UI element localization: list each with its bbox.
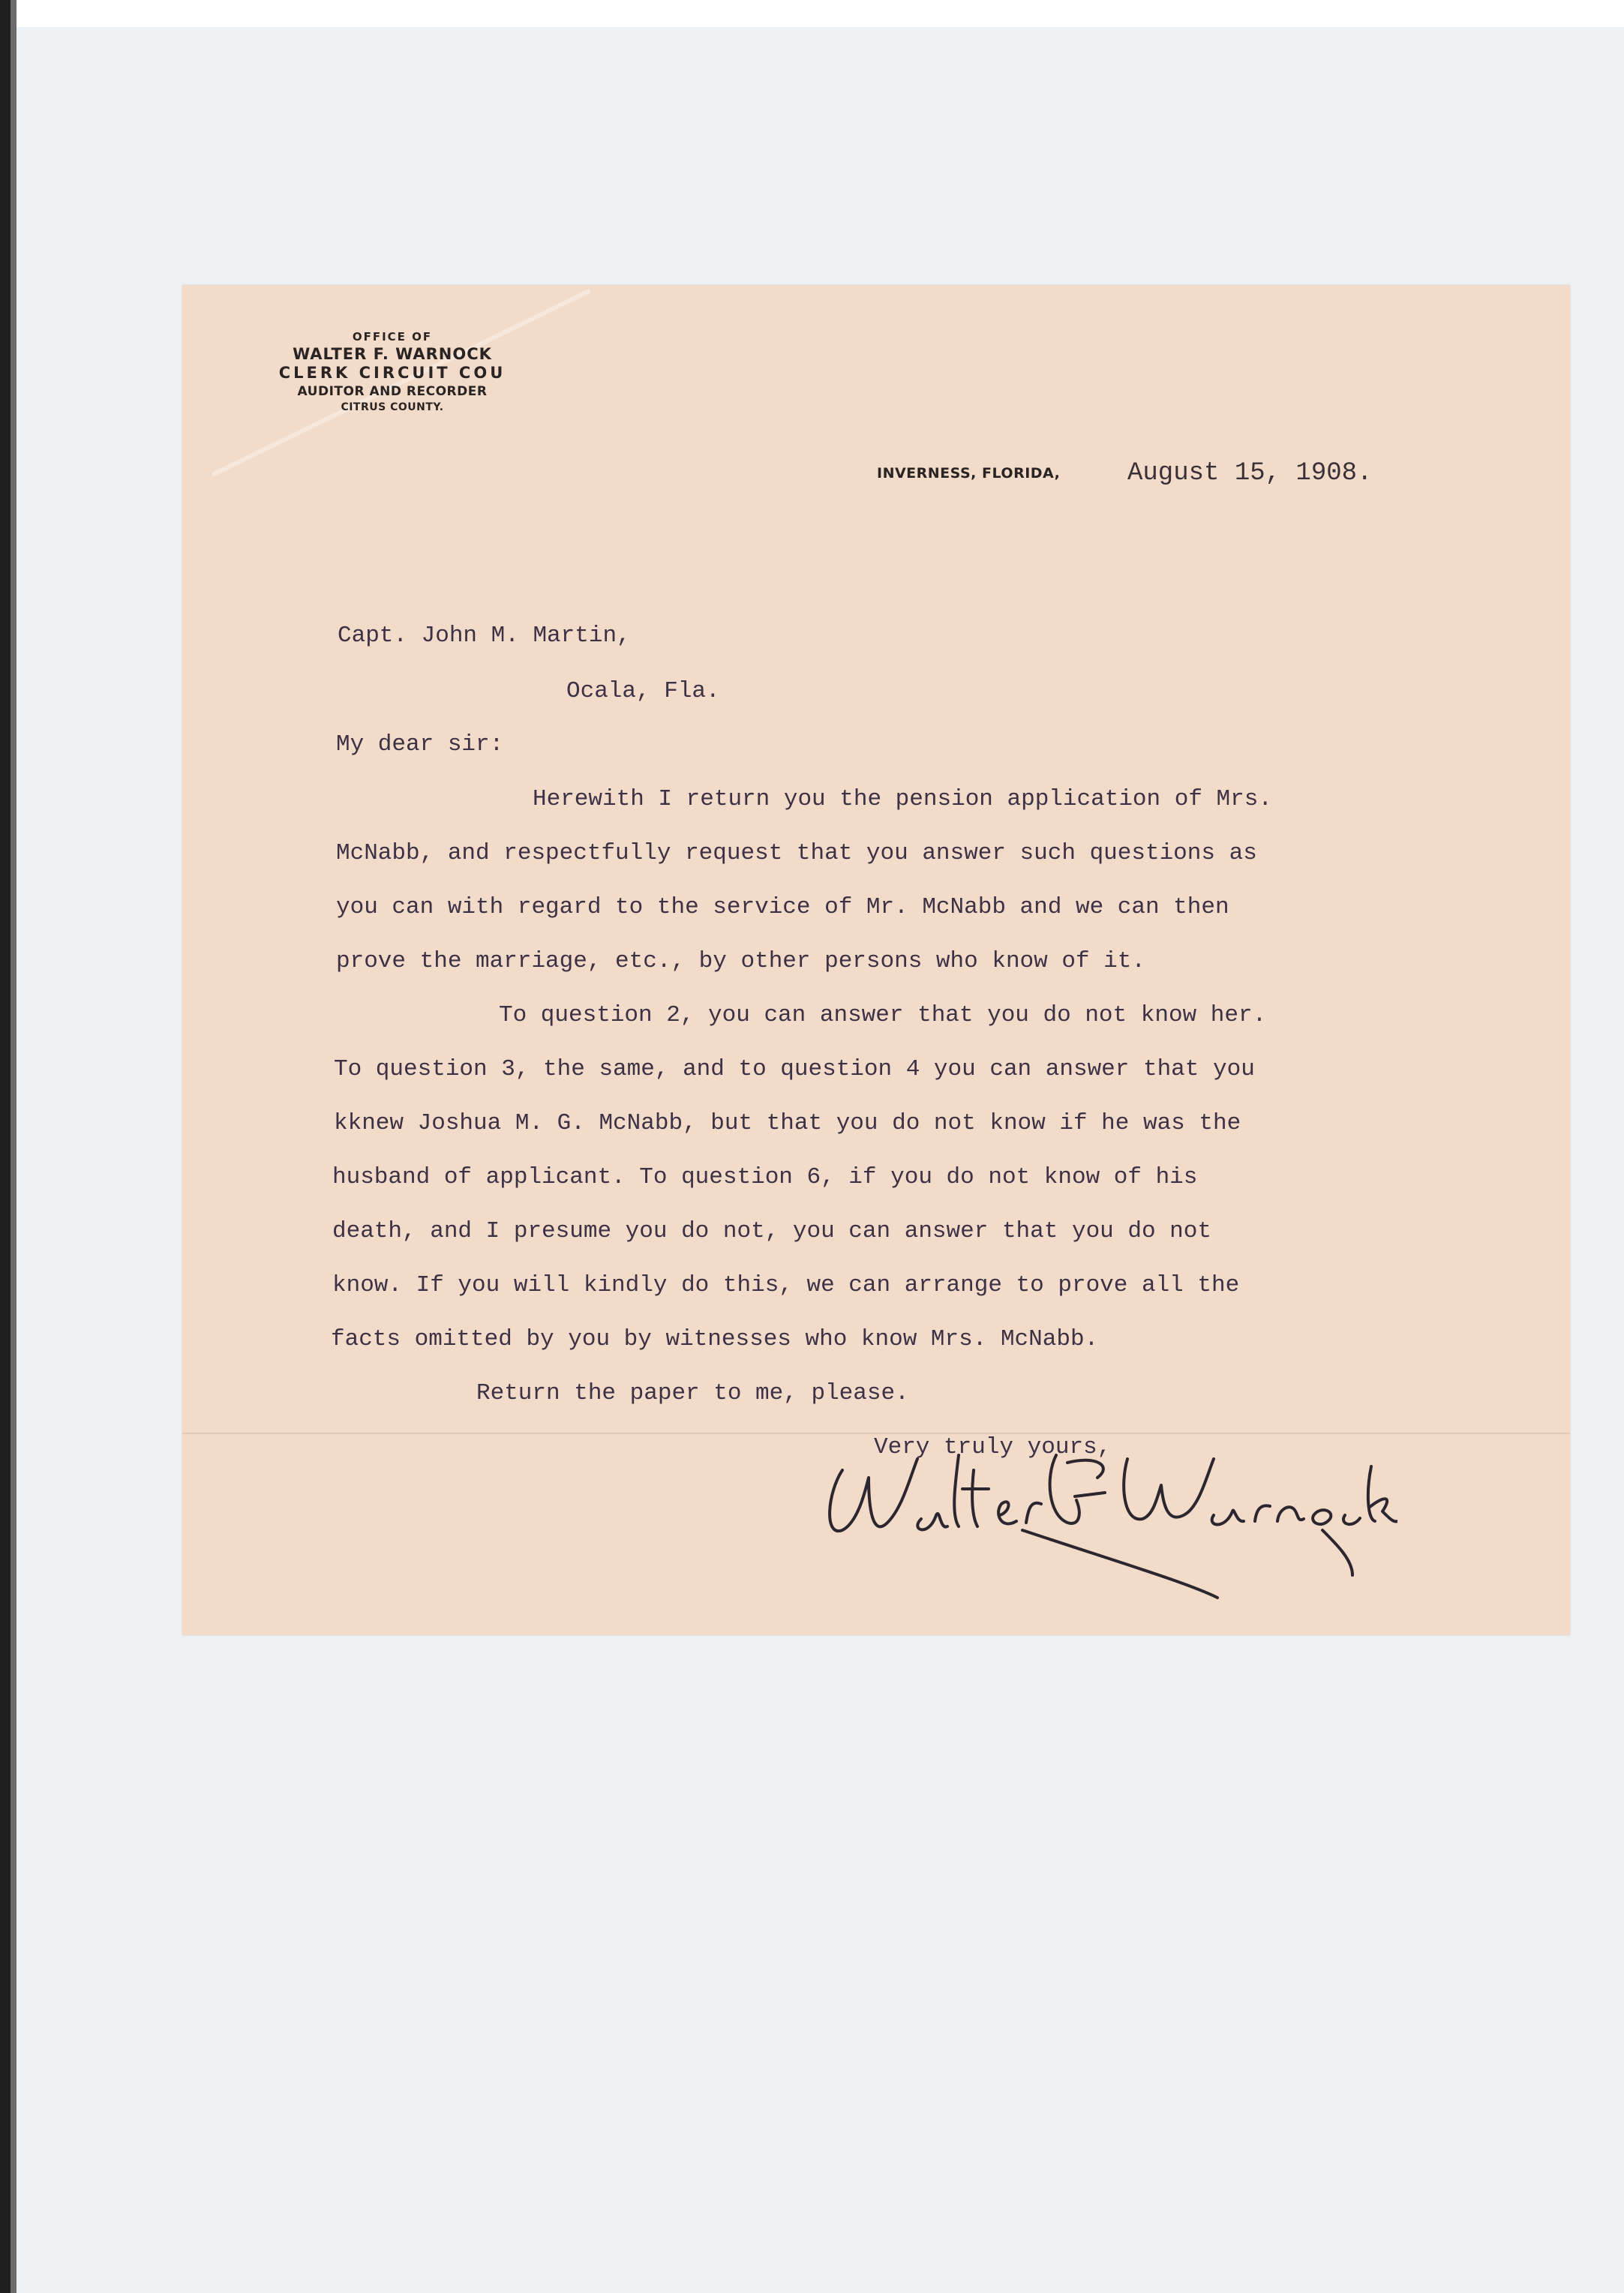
body-line: To question 3, the same, and to question 4 you can answer that you <box>334 1056 1255 1082</box>
recipient-name: Capt. John M. Martin, <box>338 623 631 649</box>
recipient-city: Ocala, Fla. <box>566 678 720 704</box>
scan-left-shadow <box>11 0 17 2293</box>
letterhead-auditor: AUDITOR AND RECORDER <box>297 384 488 399</box>
body-line: Herewith I return you the pension application of Mrs. <box>533 786 1272 812</box>
closing: Very truly yours, <box>874 1434 1112 1460</box>
body-line: facts omitted by you by witnesses who know Mrs. McNabb. <box>331 1326 1099 1352</box>
letterhead-county: CITRUS COUNTY. <box>341 401 444 413</box>
letterhead-name: WALTER F. WARNOCK <box>293 345 492 363</box>
scan-top-strip <box>0 0 1624 27</box>
place-line: INVERNESS, FLORIDA, <box>877 465 1061 482</box>
letterhead-office-of: OFFICE OF <box>352 330 433 344</box>
letterhead <box>197 330 587 413</box>
body-line: death, and I presume you do not, you can answer that you do not <box>332 1218 1211 1244</box>
body-line: prove the marriage, etc., by other persons who know of it. <box>336 948 1145 974</box>
letterhead-title: CLERK CIRCUIT COU <box>278 364 506 382</box>
letter-paper <box>182 285 1570 1635</box>
scan-left-edge <box>0 0 11 2293</box>
body-line: you can with regard to the service of Mr. McNabb and we can then <box>336 894 1229 920</box>
body-line: To question 2, you can answer that you do not know her. <box>499 1002 1267 1028</box>
body-line: know. If you will kindly do this, we can arrange to prove all the <box>332 1272 1240 1298</box>
body-line: McNabb, and respectfully request that you answer such questions as <box>336 840 1257 866</box>
body-line: kknew Joshua M. G. McNabb, but that you do not know if he was the <box>334 1110 1241 1136</box>
body-line: husband of applicant. To question 6, if you do not know of his <box>332 1164 1198 1190</box>
letter-date: August 15, 1908. <box>1127 459 1373 488</box>
body-line: Return the paper to me, please. <box>476 1380 909 1406</box>
handwritten-signature <box>797 1425 1397 1613</box>
salutation: My dear sir: <box>336 731 504 758</box>
